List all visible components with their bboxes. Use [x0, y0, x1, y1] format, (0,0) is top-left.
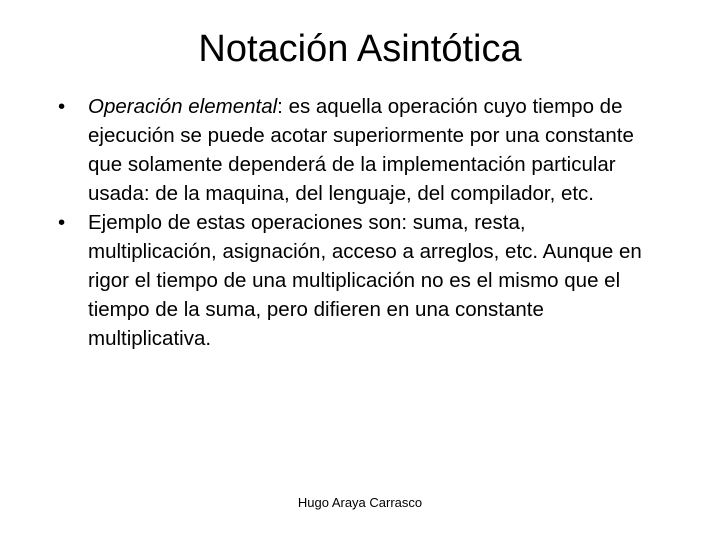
- bullet-text: Ejemplo de estas operaciones son: suma, resta, multiplicación, asignación, acceso a arreglos, etc. Aunque en rigor el tiempo de una multiplicación no es el mismo que el tiempo de la suma, pero difieren en una constante multiplicativa.: [88, 211, 642, 350]
- slide-title: Notación Asintótica: [198, 28, 522, 70]
- bullet-list: [58, 92, 658, 353]
- bullet-text: : es aquella operación cuyo tiempo de ejecución se puede acotar superiormente por una constante que solamente dependerá de la implementación particular usada: de la maquina, del lenguaje, del compilador, etc.: [88, 95, 634, 205]
- bullet-item-ejemplo: [58, 208, 658, 353]
- bullet-icon: •: [58, 95, 66, 118]
- bullet-term: Operación elemental: [88, 95, 278, 118]
- bullet-item-operacion-elemental: [58, 92, 658, 208]
- bullet-icon: •: [58, 211, 66, 234]
- footer-author: Hugo Araya Carrasco: [297, 495, 423, 510]
